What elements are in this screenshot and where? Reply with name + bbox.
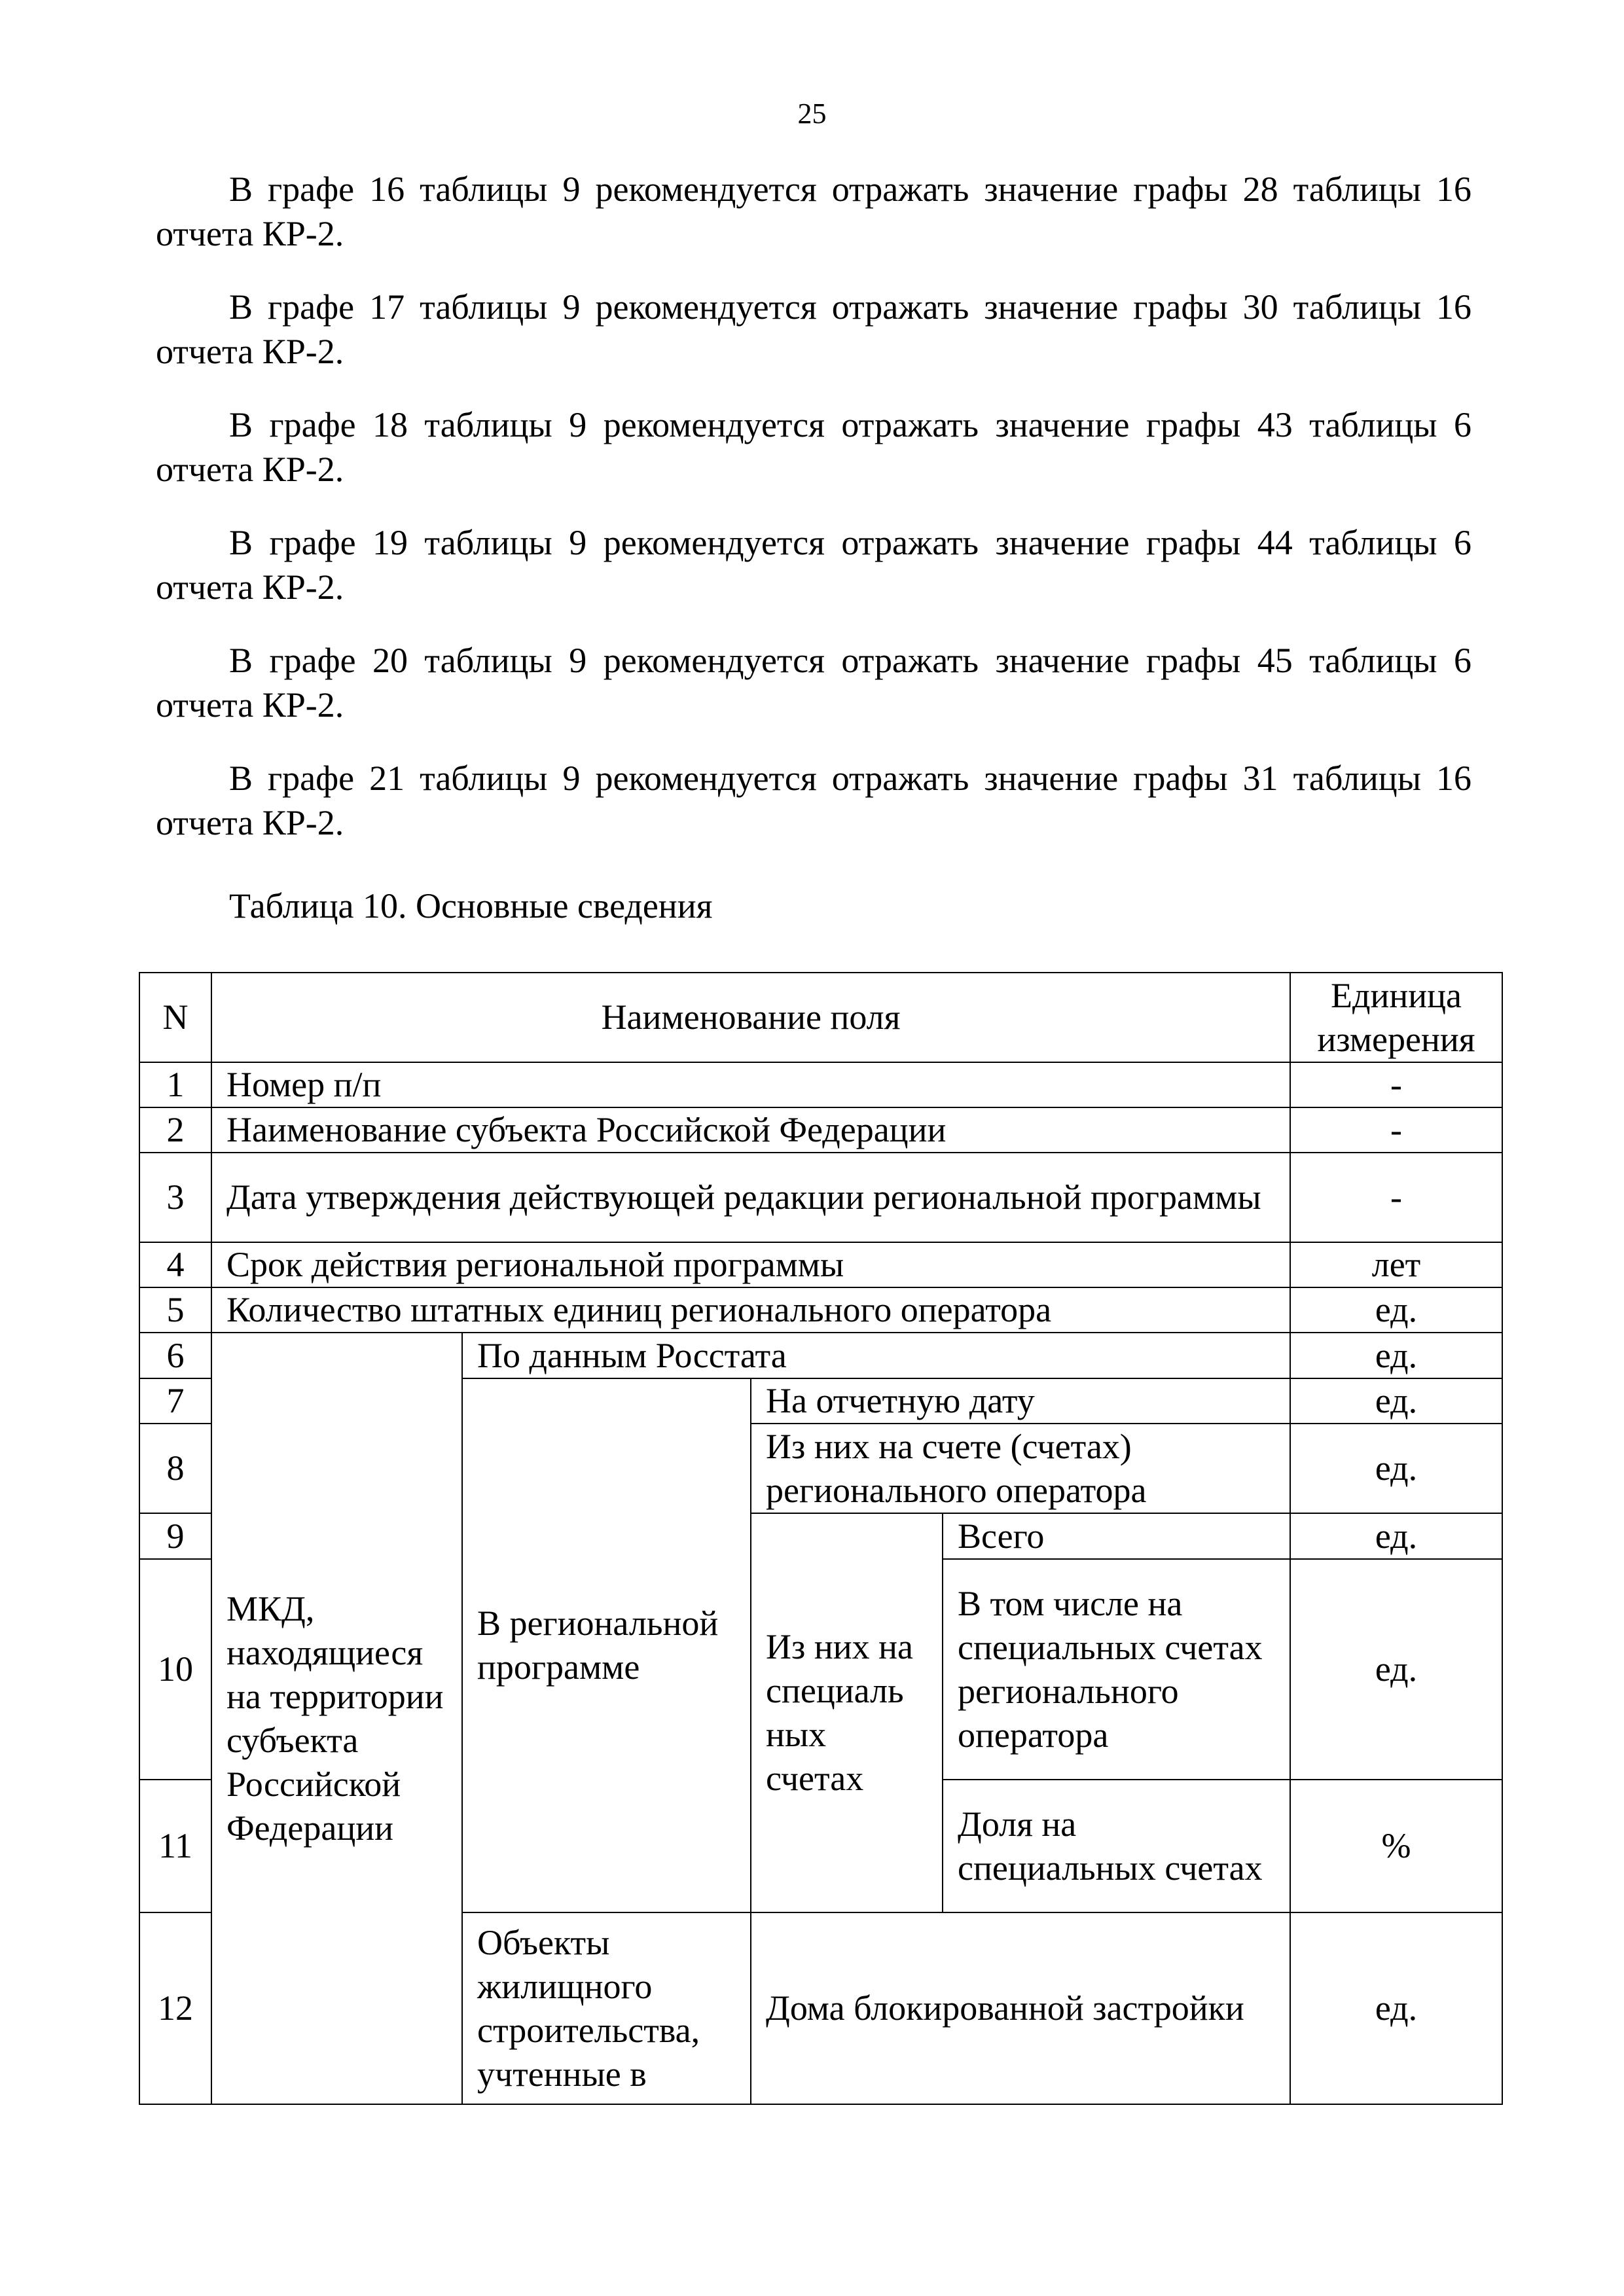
table-header-row bbox=[139, 973, 1502, 1062]
group-total: Всего bbox=[943, 1513, 1290, 1559]
row-unit: - bbox=[1290, 1062, 1502, 1107]
row-number: 11 bbox=[139, 1780, 211, 1912]
paragraph: В графе 19 таблицы 9 рекомендуется отражать значение графы 44 таблицы 6 отчета КР-2. bbox=[156, 523, 1471, 607]
group-rosstat: По данным Росстата bbox=[462, 1333, 1290, 1378]
group-housing-objects: Объекты жилищного строительства, учтенные в bbox=[462, 1912, 751, 2104]
row-number: 4 bbox=[139, 1242, 211, 1287]
paragraph: В графе 16 таблицы 9 рекомендуется отражать значение графы 28 таблицы 16 отчета КР-2. bbox=[156, 170, 1471, 253]
row-number: 6 bbox=[139, 1333, 211, 1378]
table-row bbox=[139, 1153, 1502, 1242]
table-row bbox=[139, 1287, 1502, 1333]
table-row bbox=[139, 1242, 1502, 1287]
body-text bbox=[156, 167, 1471, 874]
header-unit: Единица измерения bbox=[1290, 973, 1502, 1062]
group-regop-accounts: Из них на счете (счетах) регионального оператора bbox=[751, 1424, 1290, 1513]
row-field: Номер п/п bbox=[211, 1062, 1290, 1107]
table-row bbox=[139, 1333, 1502, 1378]
paragraph: В графе 20 таблицы 9 рекомендуется отражать значение графы 45 таблицы 6 отчета КР-2. bbox=[156, 641, 1471, 725]
row-field: Наименование субъекта Российской Федерации bbox=[211, 1107, 1290, 1153]
row-unit: ед. bbox=[1290, 1333, 1502, 1378]
row-field: Количество штатных единиц регионального оператора bbox=[211, 1287, 1290, 1333]
row-unit: - bbox=[1290, 1153, 1502, 1242]
group-mkd: МКД, находящиеся на территории субъекта Российской Федерации bbox=[211, 1333, 462, 2104]
row-number: 10 bbox=[139, 1559, 211, 1780]
group-incl-special-regop: В том числе на специальных счетах регионального оператора bbox=[943, 1559, 1290, 1780]
group-special-accounts: Из них на специаль ных счетах bbox=[751, 1513, 943, 1912]
table-caption: Таблица 10. Основные сведения bbox=[229, 886, 713, 925]
header-n: N bbox=[139, 973, 211, 1062]
row-unit: ед. bbox=[1290, 1513, 1502, 1559]
row-unit: % bbox=[1290, 1780, 1502, 1912]
paragraph: В графе 18 таблицы 9 рекомендуется отражать значение графы 43 таблицы 6 отчета КР-2. bbox=[156, 405, 1471, 489]
row-number: 12 bbox=[139, 1912, 211, 2104]
row-field: Дата утверждения действующей редакции региональной программы bbox=[211, 1153, 1290, 1242]
row-number: 7 bbox=[139, 1378, 211, 1424]
row-number: 8 bbox=[139, 1424, 211, 1513]
row-unit: ед. bbox=[1290, 1378, 1502, 1424]
table-row bbox=[139, 1062, 1502, 1107]
header-field: Наименование поля bbox=[211, 973, 1290, 1062]
main-table bbox=[139, 972, 1503, 2105]
row-number: 2 bbox=[139, 1107, 211, 1153]
paragraph: В графе 21 таблицы 9 рекомендуется отражать значение графы 31 таблицы 16 отчета КР-2. bbox=[156, 759, 1471, 842]
group-share-special: Доля на специальных счетах bbox=[943, 1780, 1290, 1912]
row-number: 9 bbox=[139, 1513, 211, 1559]
row-unit: ед. bbox=[1290, 1559, 1502, 1780]
paragraph: В графе 17 таблицы 9 рекомендуется отражать значение графы 30 таблицы 16 отчета КР-2. bbox=[156, 287, 1471, 371]
table-row bbox=[139, 1107, 1502, 1153]
group-in-program: В региональной программе bbox=[462, 1378, 751, 1912]
group-blocked-houses: Дома блокированной застройки bbox=[751, 1912, 1290, 2104]
row-unit: ед. bbox=[1290, 1287, 1502, 1333]
row-unit: - bbox=[1290, 1107, 1502, 1153]
row-number: 1 bbox=[139, 1062, 211, 1107]
row-number: 5 bbox=[139, 1287, 211, 1333]
row-unit: ед. bbox=[1290, 1912, 1502, 2104]
group-on-report-date: На отчетную дату bbox=[751, 1378, 1290, 1424]
page-number: 25 bbox=[797, 98, 827, 130]
row-number: 3 bbox=[139, 1153, 211, 1242]
row-unit: ед. bbox=[1290, 1424, 1502, 1513]
row-field: Срок действия региональной программы bbox=[211, 1242, 1290, 1287]
row-unit: лет bbox=[1290, 1242, 1502, 1287]
